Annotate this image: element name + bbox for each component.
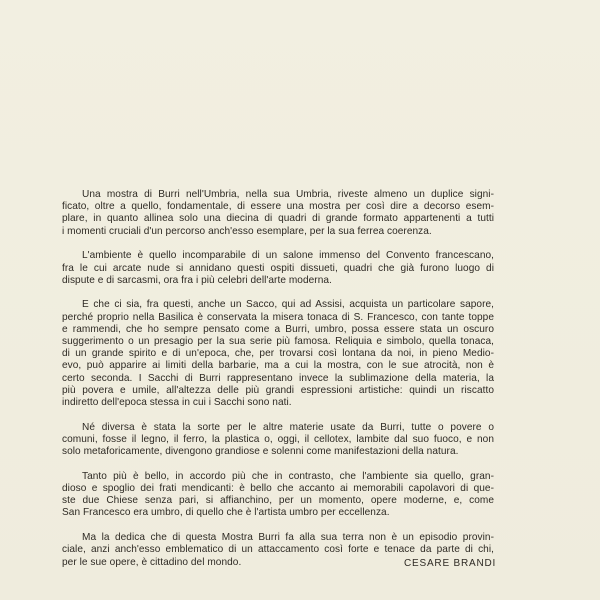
paragraph: [62, 299, 494, 409]
text-line: plare, in quanto allinea solo una diecina di quadri di grande formato appartenenti a tutti: [62, 213, 494, 225]
text-line: più povera e umile, all'altezza delle più grandi espressioni artistiche: quindi un riscatto: [62, 384, 494, 396]
text-line: L'ambiente è quello incomparabile di un salone immenso del Convento francescano,: [82, 250, 494, 262]
text-line: evo, può apparire ai limiti della barbarie, ma a cui la mostra, con le sue atrocità, non è: [62, 360, 494, 372]
text-line: comuni, fosse il legno, il ferro, la plastica o, oggi, il cellotex, lambite dal suo fuoco, e non: [62, 433, 494, 445]
text-line: dioso e spoglio dei frati mendicanti: è bello che accanto ai memorabili capolavori di que-: [62, 483, 494, 495]
text-line: certo seconda. I Sacchi di Burri rappresentano invece la sublimazione della materia, la: [62, 372, 494, 384]
text-line: Tanto più è bello, in accordo più che in contrasto, che l'ambiente sia quello, gran-: [82, 470, 494, 482]
text-line: i momenti cruciali d'un percorso anch'esso esemplare, per la sua ferrea coerenza.: [62, 225, 432, 237]
text-line: San Francesco era umbro, di quello che è l'artista umbro per eccellenza.: [62, 507, 390, 519]
paragraph: [62, 250, 494, 287]
text-line: suggerimento o un presagio per la sua serie più famosa. Reliquia e simbolo, quella tonaca,: [62, 336, 494, 348]
essay-text: [62, 189, 497, 581]
author-signature: CESARE BRANDI: [404, 558, 497, 569]
text-line: indiretto dell'epoca stessa in cui i Sacchi sono nati.: [62, 397, 292, 409]
text-line: solo metaforicamente, divengono grandiose e solenni come manifestazioni della natura.: [62, 446, 459, 458]
text-line: Né diversa è stata la sorte per le altre materie usate da Burri, tutte o povere o: [82, 421, 494, 433]
text-line: E che ci sia, fra questi, anche un Sacco, qui ad Assisi, acquista un particolare sapore,: [82, 299, 494, 311]
text-line: di un grande spirito e di un'epoca, che, per trovarsi così lontana da noi, in pieno Medio-: [62, 348, 494, 360]
text-line: per le sue opere, è cittadino del mondo.: [62, 556, 242, 568]
paragraph: [62, 189, 494, 238]
text-line: ste due Chiese senza pari, si affianchino, per un momento, opere moderne, e, come: [62, 495, 494, 507]
text-line: Ma la dedica che di questa Mostra Burri fa alla sua terra non è un episodio provin-: [82, 532, 494, 544]
paragraph: [62, 471, 494, 520]
text-line: dispute e di sarcasmi, ora fra i più celebri dell'arte moderna.: [62, 274, 332, 286]
text-line: fra le cui arcate nude si annidano questi ospiti dissueti, quadri che già furono luogo di: [62, 262, 494, 274]
text-line: ficato, oltre a quello, fondamentale, di essere una mostra per così dire a decorso esem-: [62, 201, 494, 213]
paragraph: [62, 422, 494, 459]
text-line: ciale, anzi anch'esso emblematico di un attaccamento così forte e tenace da parte di chi,: [62, 544, 494, 556]
text-line: perché proprio nella Basilica è conservata la misera tonaca di S. Francesco, con tante toppe: [62, 311, 494, 323]
text-line: e rammendi, che ho sempre pensato come a Burri, umbro, possa essere stata un oscuro: [62, 323, 494, 335]
text-line: Una mostra di Burri nell'Umbria, nella sua Umbria, riveste almeno un duplice signi-: [82, 189, 494, 200]
